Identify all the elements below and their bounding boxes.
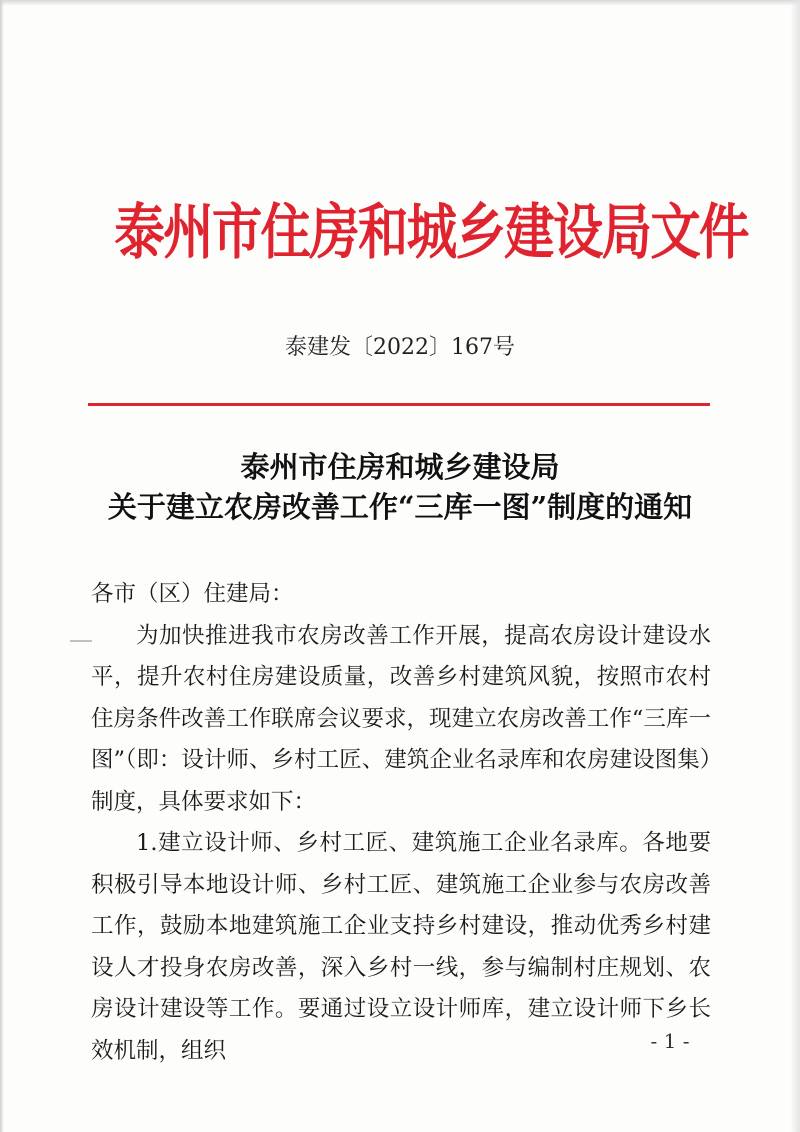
notice-body	[91, 574, 711, 1072]
scan-edge	[0, 0, 4, 1132]
scan-mark	[70, 640, 92, 642]
notice-title-line-2: 关于建立农房改善工作“三库一图”制度的通知	[107, 490, 693, 524]
scan-edge	[790, 0, 800, 1132]
issuer-title: 泰州市住房和城乡建设局文件	[114, 198, 748, 268]
body-paragraph-2: 1.建立设计师、乡村工匠、建筑施工企业名录库。各地要积极引导本地设计师、乡村工匠、建筑施工企业参与农房改善工作，鼓励本地建筑施工企业支持乡村建设，推动优秀乡村建设人才投身农房改善，深入乡村一线，参与编制村庄规划、农房设计建设等工作。要通过设立设计师库，建立设计师下乡长效机制，组织	[91, 830, 711, 1064]
red-separator-line	[88, 403, 710, 406]
page-number: - 1 -	[650, 1029, 690, 1053]
scan-edge	[0, 0, 800, 6]
body-paragraph-1: 为加快推进我市农房改善工作开展，提高农房设计建设水平，提升农村住房建设质量，改善乡村建筑风貌，按照市农村住房条件改善工作联席会议要求，现建立农房改善工作“三库一图”（即：设计师、乡村工匠、建筑企业名录库和农房建设图集）制度，具体要求如下：	[91, 622, 711, 815]
notice-title	[0, 447, 800, 527]
document-number: 泰建发〔2022〕167号	[285, 335, 515, 360]
notice-title-line-1: 泰州市住房和城乡建设局	[240, 450, 560, 484]
salutation: 各市（区）住建局：	[91, 581, 294, 607]
